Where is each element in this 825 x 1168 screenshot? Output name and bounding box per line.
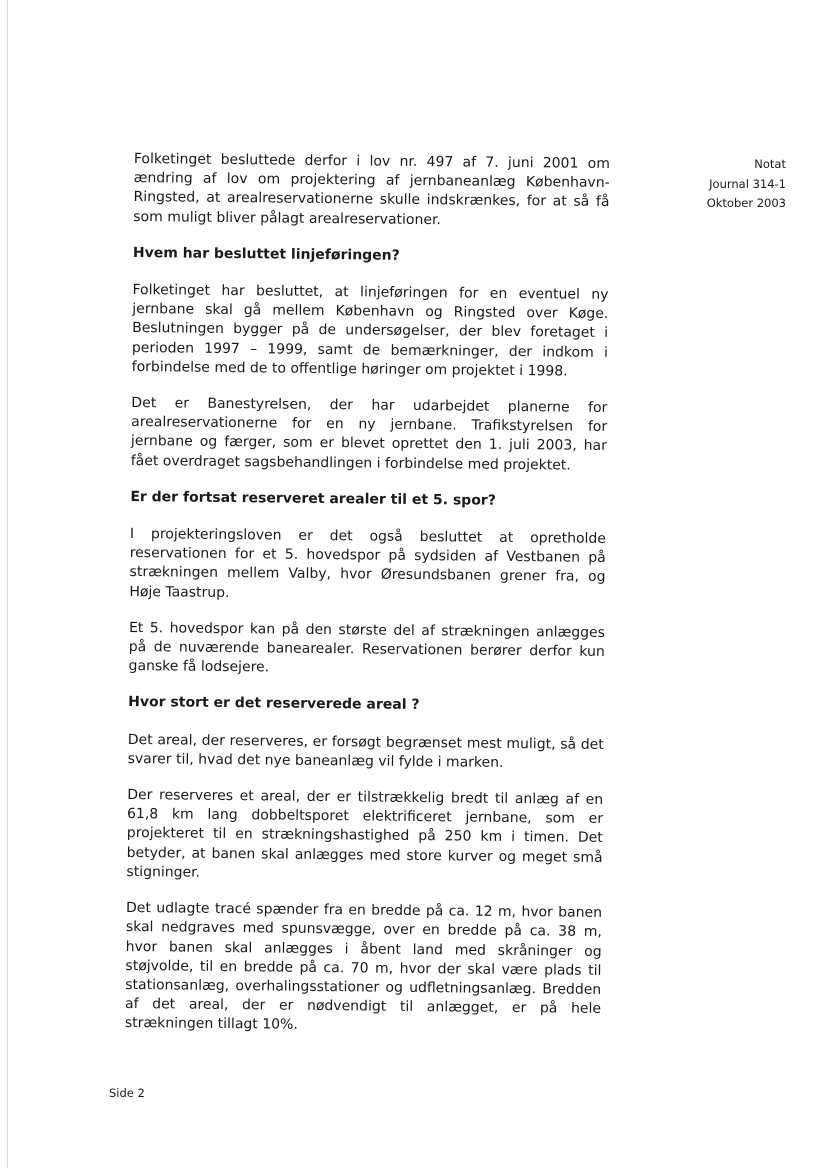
section-heading: Er der fortsat reserveret arealer til et 5. spor?: [130, 488, 496, 509]
paragraph: I projekteringsloven er det også besluttet at opretholde reservationen for et 5. hovedspor på sydsiden af Vestbanen på strækningen mellem Valby, hvor Øresundsbanen grener fra, og Høje Taastrup.: [129, 526, 607, 601]
paragraph: Folketinget besluttede derfor i lov nr. 497 af 7. juni 2001 om ændring af lov om projektering af jernbaneanlæg København-Ringsted, at arealreservationerne skulle indskrænkes, for at så få som muligt bliver pålagt arealreservationer.: [133, 150, 610, 228]
document-meta: [690, 155, 786, 214]
section-heading: Hvor stort er det reserverede areal ?: [128, 694, 420, 714]
section-heading: Hvem har besluttet linjeføringen?: [132, 244, 400, 264]
meta-date: Oktober 2003: [706, 196, 786, 210]
page-edge-line: [7, 0, 8, 1168]
meta-journal: Journal 314-1: [709, 176, 786, 191]
document-body: [125, 150, 610, 1055]
page-number: Side 2: [109, 1086, 145, 1100]
paragraph: Der reserveres et areal, der er tilstrækkelig bredt til anlæg af en 61,8 km lang dobbeltsporet elektrificeret jernbane, som er projekteret til en strækningshastighed på 250 km i timen. Det betyder, at banen skal anlægges med store kurver og meget små stigninger.: [126, 787, 604, 881]
paragraph: Folketinget har besluttet, at linjeføringen for en eventuel ny jernbane skal gå mellem København og Ringsted over Køge. Beslutningen bygger på de undersøgelser, der blev foretaget i perioden 1997 – 1999, samt de bemærkninger, der indkom i forbindelse med de to offentlige høringer om projektet i 1998.: [131, 282, 609, 380]
meta-type: Notat: [754, 157, 786, 171]
paragraph: Det udlagte tracé spænder fra en bredde på ca. 12 m, hvor banen skal nedgraves med spunsvægge, over en bredde på ca. 38 m, hvor banen skal anlægges i åbent land med skråninger og støjvolde, til en bredde på ca. 70 m, hvor der skal være plads til stationsanlæg, overhalingsstationer og udfletningsanlæg. Bredden af det areal, der er nødvendigt til anlægget, er på hele strækningen tillagt 10%.: [124, 900, 603, 1034]
paragraph: Et 5. hovedspor kan på den største del af strækningen anlægges på de nuværende banearealer. Reservationen berører derfor kun ganske få lodsejere.: [128, 619, 606, 676]
paragraph: Det areal, der reserveres, er forsøgt begrænset mest muligt, så det svarer til, hvad det nye baneanlæg vil fylde i marken.: [127, 731, 604, 771]
paragraph: Det er Banestyrelsen, der har udarbejdet planerne for arealreservationerne for en ny jernbane. Trafikstyrelsen for jernbane og færger, som er blevet oprettet den 1. juli 2003, har fået overdraget sagsbehandlingen i forbindelse med projektet.: [130, 395, 608, 474]
